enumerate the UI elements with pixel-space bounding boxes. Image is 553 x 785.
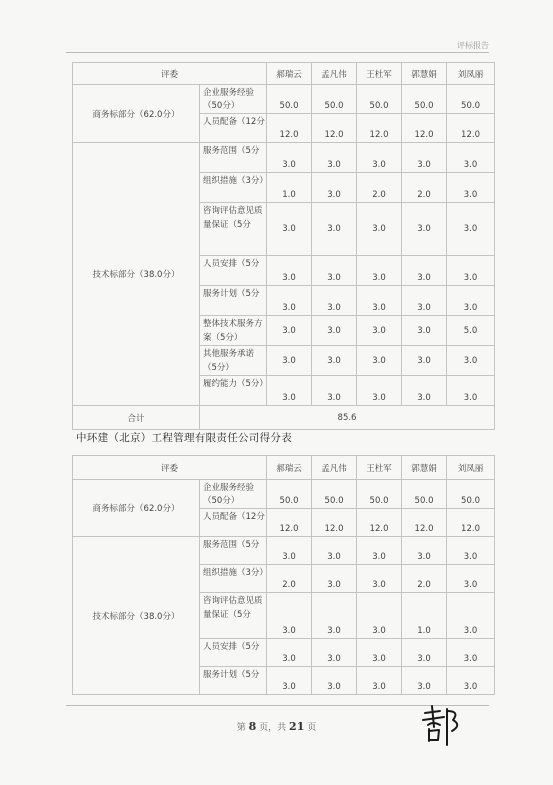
score-cell: 3.0 <box>357 143 402 173</box>
score-cell: 3.0 <box>357 639 402 667</box>
score-cell: 3.0 <box>312 565 357 593</box>
group-label: 商务标部分（62.0分） <box>73 85 200 143</box>
score-cell: 12.0 <box>267 509 312 537</box>
score-cell: 3.0 <box>357 667 402 695</box>
score-cell: 3.0 <box>312 346 357 376</box>
group-label: 技术标部分（38.0分） <box>73 143 200 406</box>
item-label: 履约能力（5分） <box>200 376 267 406</box>
footer-middle: 页，共 <box>259 723 287 733</box>
item-label: 人员安排（5分 <box>200 256 267 286</box>
score-cell: 12.0 <box>402 114 447 143</box>
item-label: 服务计划（5分 <box>200 667 267 695</box>
score-cell: 3.0 <box>267 667 312 695</box>
score-cell: 12.0 <box>447 114 495 143</box>
score-cell: 3.0 <box>447 203 495 256</box>
score-cell: 1.0 <box>267 173 312 203</box>
score-cell: 3.0 <box>402 316 447 346</box>
score-cell: 3.0 <box>447 537 495 565</box>
score-cell: 12.0 <box>312 509 357 537</box>
item-label: 组织措施（3分） <box>200 173 267 203</box>
score-cell: 50.0 <box>267 85 312 114</box>
score-cell: 3.0 <box>447 639 495 667</box>
score-cell: 3.0 <box>447 256 495 286</box>
item-label: 人员配备（12分 <box>200 114 267 143</box>
score-cell: 5.0 <box>447 316 495 346</box>
score-cell: 50.0 <box>357 85 402 114</box>
score-cell: 3.0 <box>312 316 357 346</box>
item-label: 企业服务经验（50分） <box>200 480 267 509</box>
score-cell: 2.0 <box>357 173 402 203</box>
score-table-2 <box>72 455 495 695</box>
score-cell: 3.0 <box>357 286 402 316</box>
header-cell: 评委 <box>73 456 267 480</box>
table-row <box>73 143 495 173</box>
score-cell: 3.0 <box>447 346 495 376</box>
score-cell: 3.0 <box>357 593 402 639</box>
score-cell: 12.0 <box>357 114 402 143</box>
item-label: 服务范围（5分 <box>200 537 267 565</box>
score-cell: 3.0 <box>402 346 447 376</box>
score-cell: 12.0 <box>447 509 495 537</box>
score-cell: 3.0 <box>447 173 495 203</box>
score-cell: 3.0 <box>447 565 495 593</box>
score-cell: 12.0 <box>402 509 447 537</box>
report-tag: 评标报告 <box>457 41 489 50</box>
header-cell: 王杜军 <box>357 63 402 85</box>
score-cell: 3.0 <box>447 376 495 406</box>
score-cell: 3.0 <box>312 376 357 406</box>
footer-suffix: 页 <box>307 723 317 733</box>
total-value: 85.6 <box>200 406 495 430</box>
score-cell: 3.0 <box>402 256 447 286</box>
item-label: 其他服务承诺（5分） <box>200 346 267 376</box>
score-cell: 3.0 <box>267 203 312 256</box>
score-cell: 50.0 <box>402 85 447 114</box>
header-cell: 王杜军 <box>357 456 402 480</box>
header-cell: 郝瑞云 <box>267 63 312 85</box>
score-table-1 <box>72 62 495 430</box>
item-label: 服务范围（5分 <box>200 143 267 173</box>
score-cell: 2.0 <box>402 565 447 593</box>
score-cell: 1.0 <box>402 593 447 639</box>
score-cell: 3.0 <box>402 286 447 316</box>
score-cell: 3.0 <box>447 667 495 695</box>
score-cell: 3.0 <box>357 203 402 256</box>
score-cell: 3.0 <box>357 346 402 376</box>
score-cell: 3.0 <box>312 667 357 695</box>
header-cell: 刘凤丽 <box>447 63 495 85</box>
header-cell: 郝瑞云 <box>267 456 312 480</box>
score-cell: 3.0 <box>267 593 312 639</box>
header-cell: 郭慧娟 <box>402 63 447 85</box>
score-cell: 12.0 <box>267 114 312 143</box>
item-label: 咨询评估意见质量保证（5分 <box>200 203 267 256</box>
score-cell: 3.0 <box>402 376 447 406</box>
score-cell: 3.0 <box>357 537 402 565</box>
total-label: 合计 <box>73 406 200 430</box>
score-cell: 3.0 <box>267 537 312 565</box>
score-cell: 3.0 <box>357 376 402 406</box>
score-cell: 50.0 <box>312 480 357 509</box>
score-cell: 50.0 <box>447 480 495 509</box>
item-label: 人员安排（5分 <box>200 639 267 667</box>
header-rule <box>66 52 489 53</box>
item-label: 人员配备（12分 <box>200 509 267 537</box>
table-header-row <box>73 63 495 85</box>
score-cell: 50.0 <box>447 85 495 114</box>
score-cell: 3.0 <box>267 316 312 346</box>
score-cell: 3.0 <box>312 203 357 256</box>
score-cell: 3.0 <box>312 537 357 565</box>
footer-prefix: 第 <box>236 723 246 733</box>
score-cell: 12.0 <box>312 114 357 143</box>
score-cell: 3.0 <box>447 143 495 173</box>
table-row <box>73 85 495 114</box>
score-cell: 3.0 <box>312 593 357 639</box>
score-cell: 3.0 <box>267 143 312 173</box>
score-cell: 3.0 <box>267 256 312 286</box>
score-cell: 2.0 <box>402 173 447 203</box>
score-cell: 3.0 <box>312 173 357 203</box>
header-cell: 郭慧娟 <box>402 456 447 480</box>
score-cell: 3.0 <box>312 286 357 316</box>
score-cell: 3.0 <box>312 256 357 286</box>
table-row <box>73 480 495 509</box>
page-total: 21 <box>289 720 305 733</box>
item-label: 服务计划（5分 <box>200 286 267 316</box>
score-cell: 3.0 <box>402 639 447 667</box>
score-cell: 50.0 <box>312 85 357 114</box>
section-title: 中环建（北京）工程管理有限责任公司得分表 <box>76 432 292 444</box>
score-cell: 3.0 <box>402 667 447 695</box>
score-cell: 3.0 <box>312 639 357 667</box>
page-footer <box>0 720 553 733</box>
score-cell: 3.0 <box>267 346 312 376</box>
score-cell: 50.0 <box>402 480 447 509</box>
score-cell: 3.0 <box>267 376 312 406</box>
score-cell: 3.0 <box>402 537 447 565</box>
score-cell: 12.0 <box>357 509 402 537</box>
header-cell: 孟凡伟 <box>312 456 357 480</box>
score-cell: 50.0 <box>267 480 312 509</box>
item-label: 组织措施（3分） <box>200 565 267 593</box>
item-label: 企业服务经验（50分） <box>200 85 267 114</box>
score-cell: 3.0 <box>267 639 312 667</box>
score-cell: 3.0 <box>357 316 402 346</box>
header-cell: 评委 <box>73 63 267 85</box>
score-cell: 50.0 <box>357 480 402 509</box>
total-row <box>73 406 495 430</box>
score-cell: 3.0 <box>357 256 402 286</box>
score-cell: 3.0 <box>357 565 402 593</box>
group-label: 技术标部分（38.0分） <box>73 537 200 695</box>
header-cell: 孟凡伟 <box>312 63 357 85</box>
score-cell: 3.0 <box>402 203 447 256</box>
table-row <box>73 537 495 565</box>
item-label: 咨询评估意见质量保证（5分 <box>200 593 267 639</box>
score-cell: 2.0 <box>267 565 312 593</box>
score-cell: 3.0 <box>312 143 357 173</box>
header-cell: 刘凤丽 <box>447 456 495 480</box>
handwritten-signature <box>420 703 466 749</box>
score-cell: 3.0 <box>402 143 447 173</box>
page-number: 8 <box>248 720 257 733</box>
item-label: 整体技术服务方案（5分） <box>200 316 267 346</box>
score-cell: 3.0 <box>447 593 495 639</box>
score-cell: 3.0 <box>267 286 312 316</box>
group-label: 商务标部分（62.0分） <box>73 480 200 537</box>
score-cell: 3.0 <box>447 286 495 316</box>
table-header-row <box>73 456 495 480</box>
